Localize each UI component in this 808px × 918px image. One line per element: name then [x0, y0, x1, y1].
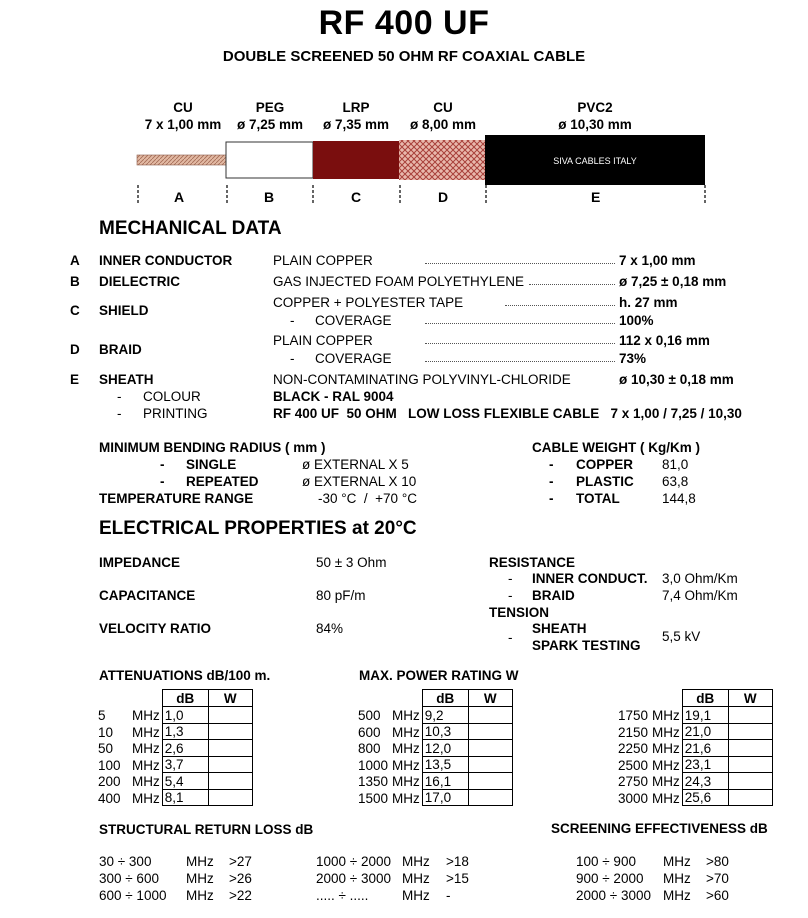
printing-dash: - — [117, 406, 122, 421]
colour-label: COLOUR — [143, 389, 201, 404]
layer-c-label — [316, 99, 396, 133]
attenuation-row — [616, 723, 772, 740]
segment-letter-c: C — [351, 189, 362, 205]
db-cell: 2,6 — [162, 740, 208, 757]
frequency-cell: 600 — [358, 724, 381, 740]
layer-d-name: CU — [433, 100, 453, 115]
segment-letter-d: D — [438, 189, 449, 205]
layer-c-name: LRP — [342, 100, 370, 115]
attenuation-row — [356, 707, 512, 724]
db-cell: 1,3 — [162, 723, 208, 740]
row-d-label: BRAID — [99, 342, 142, 357]
layer-b-name: PEG — [255, 100, 285, 115]
attenuation-row — [616, 740, 772, 757]
row-a-value: 7 x 1,00 mm — [619, 253, 696, 268]
row-d-leader — [425, 335, 615, 344]
colour-dash: - — [117, 389, 122, 404]
screening-row-unit: MHz — [663, 854, 691, 869]
screening-row-value: >60 — [706, 888, 729, 903]
weight-plastic-value: 63,8 — [662, 474, 689, 489]
electrical-heading: ELECTRICAL PROPERTIES at 20°C — [99, 518, 417, 539]
printing-value: RF 400 UF 50 OHM LOW LOSS FLEXIBLE CABLE 7 x 1,00 / 7,25 / 10,30 — [273, 406, 742, 421]
attenuation-heading: ATTENUATIONS dB/100 m. — [99, 668, 271, 683]
screening-row-range: 100 ÷ 900 — [576, 854, 636, 869]
screening-row-range: 2000 ÷ 3000 — [576, 888, 651, 903]
screening-row-unit: MHz — [663, 871, 691, 886]
layer-d-label — [403, 99, 483, 133]
attenuation-row — [96, 740, 252, 757]
row-d-desc: PLAIN COPPER — [273, 333, 373, 348]
layer-e-size: ø 10,30 mm — [558, 117, 632, 132]
w-cell — [728, 789, 772, 806]
capacitance-value: 80 pF/m — [316, 588, 366, 603]
inner-conduct-label: INNER CONDUCT. — [532, 571, 648, 586]
w-cell — [468, 740, 512, 757]
unit-cell: MHz — [132, 774, 160, 789]
col-db-header: dB — [422, 690, 468, 707]
weight-heading: CABLE WEIGHT ( Kg/Km ) — [532, 440, 700, 455]
w-cell — [728, 740, 772, 757]
attenuation-row — [356, 789, 512, 806]
braid-res-label: BRAID — [532, 588, 575, 603]
frequency-cell: 800 — [358, 741, 381, 756]
w-cell — [208, 707, 252, 724]
screening-row-value: >80 — [706, 854, 729, 869]
temperature-value: -30 °C / +70 °C — [318, 491, 417, 506]
unit-cell: MHz — [132, 724, 160, 740]
db-cell: 24,3 — [682, 773, 728, 790]
frequency-cell: 2150 — [618, 724, 649, 740]
row-a-desc: PLAIN COPPER — [273, 253, 373, 268]
w-cell — [728, 707, 772, 724]
attenuation-row — [616, 707, 772, 724]
layer-c-size: ø 7,35 mm — [322, 117, 390, 132]
conductor-segment — [137, 155, 227, 165]
db-cell: 16,1 — [422, 773, 468, 790]
return-loss-row-value: >27 — [229, 854, 252, 869]
return-loss-row-unit: MHz — [402, 871, 430, 886]
db-cell: 9,2 — [422, 707, 468, 724]
attenuation-row — [96, 789, 252, 806]
unit-cell: MHz — [652, 790, 680, 806]
attenuation-row — [96, 723, 252, 740]
attenuation-row — [356, 740, 512, 757]
return-loss-heading: STRUCTURAL RETURN LOSS dB — [99, 822, 314, 837]
db-cell: 1,0 — [162, 707, 208, 724]
row-e-value: ø 10,30 ± 0,18 mm — [619, 372, 734, 387]
row-d-sub-dash: - — [290, 351, 295, 366]
frequency-cell: 1000 — [358, 757, 389, 773]
return-loss-row-unit: MHz — [186, 888, 214, 903]
frequency-cell: 50 — [98, 741, 114, 756]
col-w-header: W — [208, 690, 252, 707]
layer-b-label — [230, 99, 310, 133]
sheath-spark-label-2: SPARK TESTING — [532, 638, 641, 653]
inner-conduct-dash: - — [508, 571, 513, 586]
layer-b-size: ø 7,25 mm — [236, 117, 304, 132]
frequency-cell: 3000 — [618, 790, 649, 806]
frequency-cell: 10 — [98, 724, 114, 740]
return-loss-row-unit: MHz — [186, 871, 214, 886]
unit-cell: MHz — [392, 790, 420, 806]
screening-row-value: >70 — [706, 871, 729, 886]
w-cell — [728, 723, 772, 740]
attenuation-row — [356, 773, 512, 790]
mechanical-heading: MECHANICAL DATA — [99, 218, 282, 239]
velocity-label: VELOCITY RATIO — [99, 621, 212, 636]
row-b-desc: GAS INJECTED FOAM POLYETHYLENE — [273, 274, 525, 289]
return-loss-row-unit: MHz — [402, 888, 430, 903]
segment-letter-e: E — [591, 189, 601, 205]
col-w-header: W — [728, 690, 772, 707]
cable-diagram — [0, 135, 808, 210]
attenuation-row — [616, 773, 772, 790]
weight-copper-label: COPPER — [576, 457, 634, 472]
return-loss-row-unit: MHz — [186, 854, 214, 869]
sheath-spark-dash: - — [508, 630, 513, 645]
return-loss-row-range: 2000 ÷ 3000 — [316, 871, 391, 886]
bending-single-dash: - — [160, 457, 165, 472]
printing-label: PRINTING — [143, 406, 208, 421]
frequency-cell: 1750 — [618, 708, 649, 723]
bending-heading: MINIMUM BENDING RADIUS ( mm ) — [99, 440, 326, 455]
tape-segment — [313, 141, 400, 179]
weight-copper-value: 81,0 — [662, 457, 689, 472]
row-e-desc: NON-CONTAMINATING POLYVINYL-CHLORIDE — [273, 372, 571, 387]
w-cell — [728, 773, 772, 790]
cable-print: SIVA CABLES ITALY — [553, 156, 637, 166]
unit-cell: MHz — [652, 757, 680, 773]
tension-heading: TENSION — [489, 605, 550, 620]
row-e-label: SHEATH — [99, 372, 154, 387]
weight-plastic-label: PLASTIC — [576, 474, 634, 489]
braid-res-value: 7,4 Ohm/Km — [662, 588, 738, 603]
capacitance-label: CAPACITANCE — [99, 588, 196, 603]
sheath-spark-value: 5,5 kV — [662, 629, 701, 644]
braid-res-dash: - — [508, 588, 513, 603]
db-cell: 8,1 — [162, 789, 208, 806]
row-c-sub-dash: - — [290, 313, 295, 328]
row-d-sub-desc: COVERAGE — [315, 351, 392, 366]
attenuation-row — [96, 756, 252, 773]
attenuation-table-2 — [356, 689, 513, 806]
unit-cell: MHz — [132, 790, 160, 806]
return-loss-row-unit: MHz — [402, 854, 430, 869]
row-b-value: ø 7,25 ± 0,18 mm — [619, 274, 727, 289]
w-cell — [208, 723, 252, 740]
attenuation-row — [96, 773, 252, 790]
return-loss-row-value: >15 — [446, 871, 469, 886]
db-cell: 25,6 — [682, 789, 728, 806]
w-cell — [468, 789, 512, 806]
db-cell: 19,1 — [682, 707, 728, 724]
db-cell: 5,4 — [162, 773, 208, 790]
unit-cell: MHz — [132, 708, 160, 723]
return-loss-row-range: ..... ÷ ..... — [316, 888, 369, 903]
row-e-letter: E — [70, 372, 80, 387]
layer-a-label — [133, 99, 233, 133]
w-cell — [468, 756, 512, 773]
col-db-header: dB — [682, 690, 728, 707]
weight-copper-dash: - — [549, 457, 554, 472]
unit-cell: MHz — [392, 708, 420, 723]
temperature-label: TEMPERATURE RANGE — [99, 491, 254, 506]
frequency-cell: 1350 — [358, 774, 389, 789]
w-cell — [468, 723, 512, 740]
impedance-value: 50 ± 3 Ohm — [316, 555, 387, 570]
layer-a-name: CU — [173, 100, 193, 115]
velocity-value: 84% — [316, 621, 344, 636]
unit-cell: MHz — [392, 757, 420, 773]
db-cell: 21,0 — [682, 723, 728, 740]
db-cell: 3,7 — [162, 756, 208, 773]
return-loss-row-range: 600 ÷ 1000 — [99, 888, 167, 903]
return-loss-row-value: >18 — [446, 854, 469, 869]
w-cell — [468, 707, 512, 724]
return-loss-row-range: 300 ÷ 600 — [99, 871, 159, 886]
unit-cell: MHz — [652, 724, 680, 740]
return-loss-row-value: >22 — [229, 888, 252, 903]
bending-repeated-label: REPEATED — [186, 474, 259, 489]
attenuation-row — [356, 756, 512, 773]
attenuation-row — [616, 756, 772, 773]
colour-value: BLACK - RAL 9004 — [273, 389, 394, 404]
db-cell: 17,0 — [422, 789, 468, 806]
screening-row-range: 900 ÷ 2000 — [576, 871, 644, 886]
page-title: RF 400 UF — [318, 4, 490, 42]
unit-cell: MHz — [392, 724, 420, 740]
row-c-value: h. 27 mm — [619, 295, 678, 310]
resistance-heading: RESISTANCE — [489, 555, 576, 570]
unit-cell: MHz — [392, 774, 420, 789]
frequency-cell: 2750 — [618, 774, 649, 789]
row-c-letter: C — [70, 303, 80, 318]
page-subtitle: DOUBLE SCREENED 50 OHM RF COAXIAL CABLE — [222, 48, 586, 65]
row-a-leader — [425, 255, 615, 264]
sheath-spark-label-1: SHEATH — [532, 621, 587, 636]
return-loss-row-value: >26 — [229, 871, 252, 886]
unit-cell: MHz — [652, 741, 680, 756]
w-cell — [208, 740, 252, 757]
w-cell — [208, 773, 252, 790]
row-d-sub-leader — [425, 353, 615, 362]
weight-total-label: TOTAL — [576, 491, 620, 506]
segment-letter-b: B — [264, 189, 275, 205]
unit-cell: MHz — [392, 741, 420, 756]
w-cell — [468, 773, 512, 790]
layer-a-size: 7 x 1,00 mm — [144, 117, 222, 132]
attenuation-row — [616, 789, 772, 806]
row-d-value: 112 x 0,16 mm — [619, 333, 710, 348]
frequency-cell: 2500 — [618, 757, 649, 773]
return-loss-row-range: 30 ÷ 300 — [99, 854, 152, 869]
frequency-cell: 200 — [98, 774, 121, 789]
weight-total-value: 144,8 — [662, 491, 696, 506]
inner-conduct-value: 3,0 Ohm/Km — [662, 571, 738, 586]
row-a-label: INNER CONDUCTOR — [99, 253, 233, 268]
attenuation-table-3 — [616, 689, 773, 806]
unit-cell: MHz — [132, 741, 160, 756]
row-c-sub-leader — [425, 315, 615, 324]
db-cell: 10,3 — [422, 723, 468, 740]
db-cell: 13,5 — [422, 756, 468, 773]
row-c-sub-desc: COVERAGE — [315, 313, 392, 328]
frequency-cell: 1500 — [358, 790, 389, 806]
col-db-header: dB — [162, 690, 208, 707]
frequency-cell: 500 — [358, 708, 381, 723]
attenuation-row — [96, 707, 252, 724]
screening-row-unit: MHz — [663, 888, 691, 903]
power-rating-heading: MAX. POWER RATING W — [359, 668, 519, 683]
weight-plastic-dash: - — [549, 474, 554, 489]
row-c-leader — [505, 297, 615, 306]
segment-letter-a: A — [174, 189, 185, 205]
impedance-label: IMPEDANCE — [99, 555, 181, 570]
row-c-label: SHIELD — [99, 303, 149, 318]
row-b-leader — [529, 276, 615, 285]
bending-repeated-value: ø EXTERNAL X 10 — [302, 474, 417, 489]
row-d-letter: D — [70, 342, 80, 357]
layer-d-size: ø 8,00 mm — [409, 117, 477, 132]
w-cell — [208, 756, 252, 773]
screening-heading: SCREENING EFFECTIVENESS dB — [551, 821, 768, 836]
frequency-cell: 100 — [98, 757, 121, 773]
db-cell: 12,0 — [422, 740, 468, 757]
row-a-letter: A — [70, 253, 80, 268]
attenuation-table-1 — [96, 689, 253, 806]
unit-cell: MHz — [132, 757, 160, 773]
row-b-label: DIELECTRIC — [99, 274, 180, 289]
return-loss-row-range: 1000 ÷ 2000 — [316, 854, 391, 869]
bending-single-value: ø EXTERNAL X 5 — [302, 457, 409, 472]
db-cell: 23,1 — [682, 756, 728, 773]
w-cell — [728, 756, 772, 773]
weight-total-dash: - — [549, 491, 554, 506]
unit-cell: MHz — [652, 774, 680, 789]
w-cell — [208, 789, 252, 806]
braid-segment — [399, 140, 486, 180]
row-d-sub-value: 73% — [619, 351, 647, 366]
col-w-header: W — [468, 690, 512, 707]
layer-e-name: PVC2 — [577, 100, 613, 115]
frequency-cell: 400 — [98, 790, 121, 806]
row-c-sub-value: 100% — [619, 313, 654, 328]
row-c-desc: COPPER + POLYESTER TAPE — [273, 295, 464, 310]
attenuation-row — [356, 723, 512, 740]
return-loss-row-value: - — [446, 888, 451, 903]
unit-cell: MHz — [652, 708, 680, 723]
row-b-letter: B — [70, 274, 80, 289]
dielectric-segment — [226, 142, 313, 178]
bending-repeated-dash: - — [160, 474, 165, 489]
db-cell: 21,6 — [682, 740, 728, 757]
bending-single-label: SINGLE — [186, 457, 237, 472]
frequency-cell: 5 — [98, 708, 106, 723]
frequency-cell: 2250 — [618, 741, 649, 756]
layer-e-label — [545, 99, 645, 133]
